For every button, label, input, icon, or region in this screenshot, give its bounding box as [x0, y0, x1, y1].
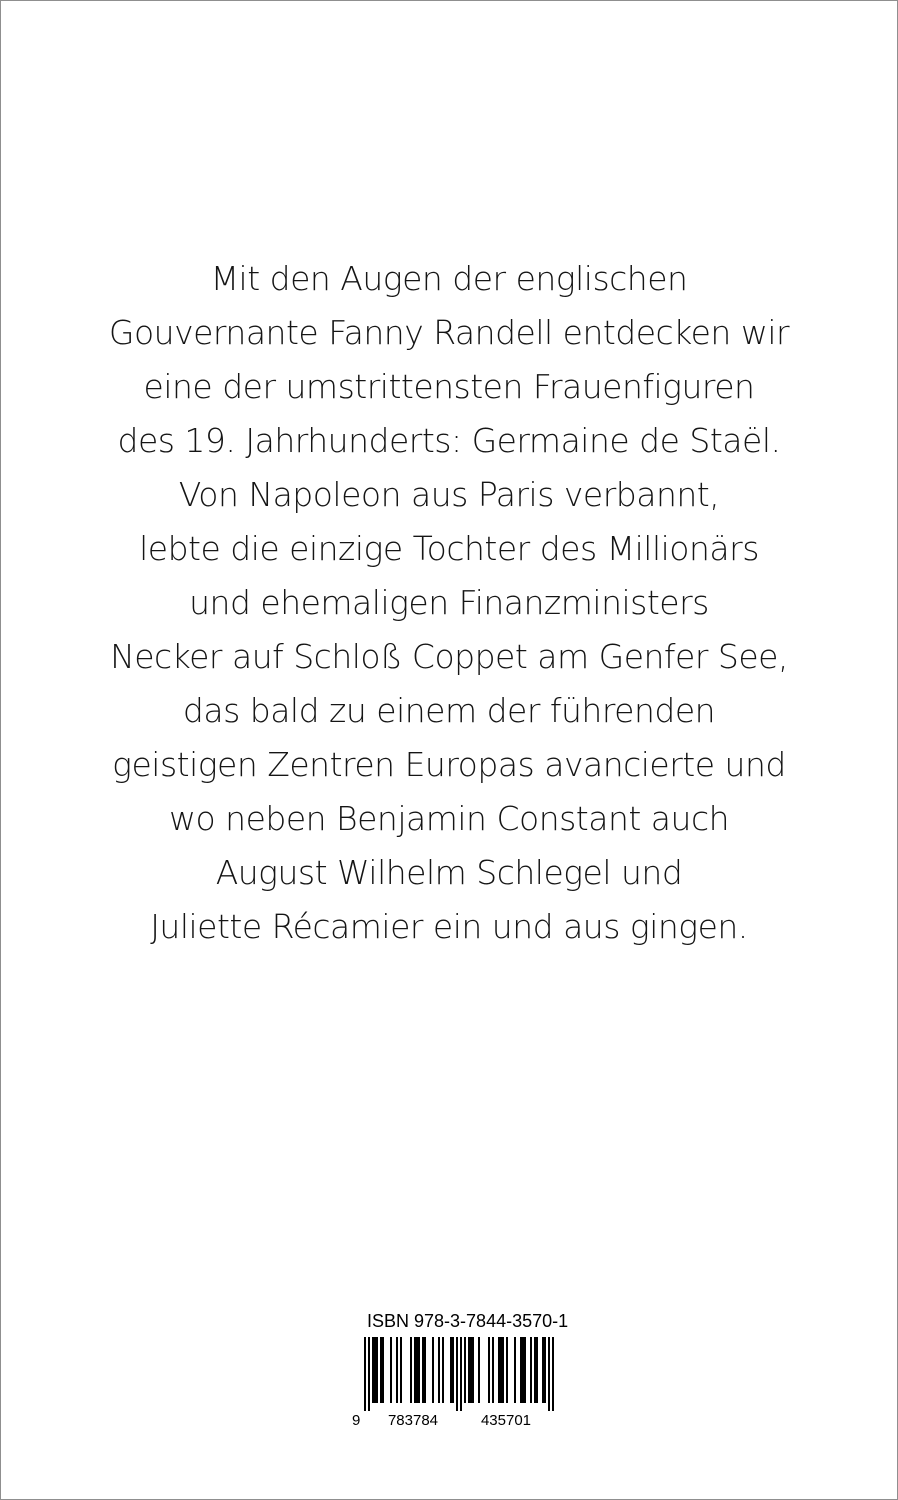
blurb-line: und ehemaligen Finanzministers	[189, 583, 709, 622]
barcode-bar	[492, 1337, 494, 1403]
blurb-line: lebte die einzige Tochter des Millionärs	[139, 529, 759, 568]
blurb-text	[20, 252, 878, 954]
barcode-bar	[382, 1337, 384, 1403]
barcode-bar	[380, 1337, 382, 1403]
barcode-bar	[422, 1337, 424, 1403]
barcode-bar	[424, 1337, 426, 1403]
barcode-bar	[552, 1337, 554, 1411]
barcode-bar	[500, 1337, 502, 1403]
barcode-bar	[450, 1337, 452, 1403]
barcode-bar	[502, 1337, 504, 1403]
barcode-bar	[542, 1337, 544, 1403]
barcode-bar	[536, 1337, 538, 1403]
blurb-line: Necker auf Schloß Coppet am Genfer See,	[110, 637, 788, 676]
barcode-bar	[534, 1337, 536, 1403]
barcode-bar	[396, 1337, 398, 1403]
barcode-bar	[452, 1337, 454, 1403]
barcode-lead-digit: 9	[352, 1412, 361, 1429]
blurb-line: des 19. Jahrhunderts: Germaine de Staël.	[117, 421, 781, 460]
barcode-bar	[524, 1337, 526, 1403]
barcode-bar	[400, 1337, 402, 1403]
barcode-bar	[530, 1337, 532, 1403]
barcode-bar	[438, 1337, 440, 1403]
barcode-bar	[414, 1337, 416, 1403]
barcode-bar	[364, 1337, 366, 1411]
blurb-line: eine der umstrittensten Frauenfiguren	[143, 367, 755, 406]
barcode-bar	[514, 1337, 516, 1403]
barcode-bar	[368, 1337, 370, 1411]
barcode-bar	[498, 1337, 500, 1403]
blurb-line: Gouvernante Fanny Randell entdecken wir	[108, 313, 790, 352]
blurb-line: geistigen Zentren Europas avancierte und	[112, 745, 786, 784]
blurb-line: das bald zu einem der führenden	[182, 691, 716, 730]
blurb-line: Juliette Récamier ein und aus gingen.	[150, 907, 748, 946]
isbn-barcode-block	[350, 1311, 569, 1429]
blurb-line: wo neben Benjamin Constant auch	[168, 799, 730, 838]
barcode-bar	[372, 1337, 374, 1403]
barcode-bar	[478, 1337, 480, 1403]
barcode-bar	[544, 1337, 546, 1403]
barcode-bar	[410, 1337, 412, 1403]
barcode-bar	[506, 1337, 508, 1403]
barcode-bar	[548, 1337, 550, 1411]
blurb-line: Von Napoleon aus Paris verbannt,	[178, 475, 720, 514]
blurb-line: August Wilhelm Schlegel und	[215, 853, 683, 892]
isbn-label: ISBN 978-3-7844-3570-1	[367, 1311, 569, 1331]
barcode-bar	[472, 1337, 474, 1403]
barcode-bar	[468, 1337, 470, 1403]
barcode-bar	[442, 1337, 444, 1403]
barcode-bar	[522, 1337, 524, 1403]
blurb-line: Mit den Augen der englischen	[210, 259, 688, 298]
barcode-bars	[364, 1337, 554, 1411]
barcode-bar	[432, 1337, 434, 1403]
barcode-bar	[376, 1337, 378, 1403]
barcode-bar	[520, 1337, 522, 1403]
barcode-bar	[390, 1337, 392, 1403]
barcode-bar	[456, 1337, 458, 1411]
barcode-bar	[460, 1337, 462, 1411]
barcode-bar	[488, 1337, 490, 1403]
barcode-bar	[418, 1337, 420, 1403]
barcode-right-digits: 435701	[480, 1412, 532, 1429]
barcode-bar	[416, 1337, 418, 1403]
barcode-left-digits: 783784	[387, 1412, 439, 1429]
barcode	[350, 1337, 564, 1429]
barcode-bar	[470, 1337, 472, 1403]
barcode-bar	[464, 1337, 466, 1403]
barcode-bar	[374, 1337, 376, 1403]
